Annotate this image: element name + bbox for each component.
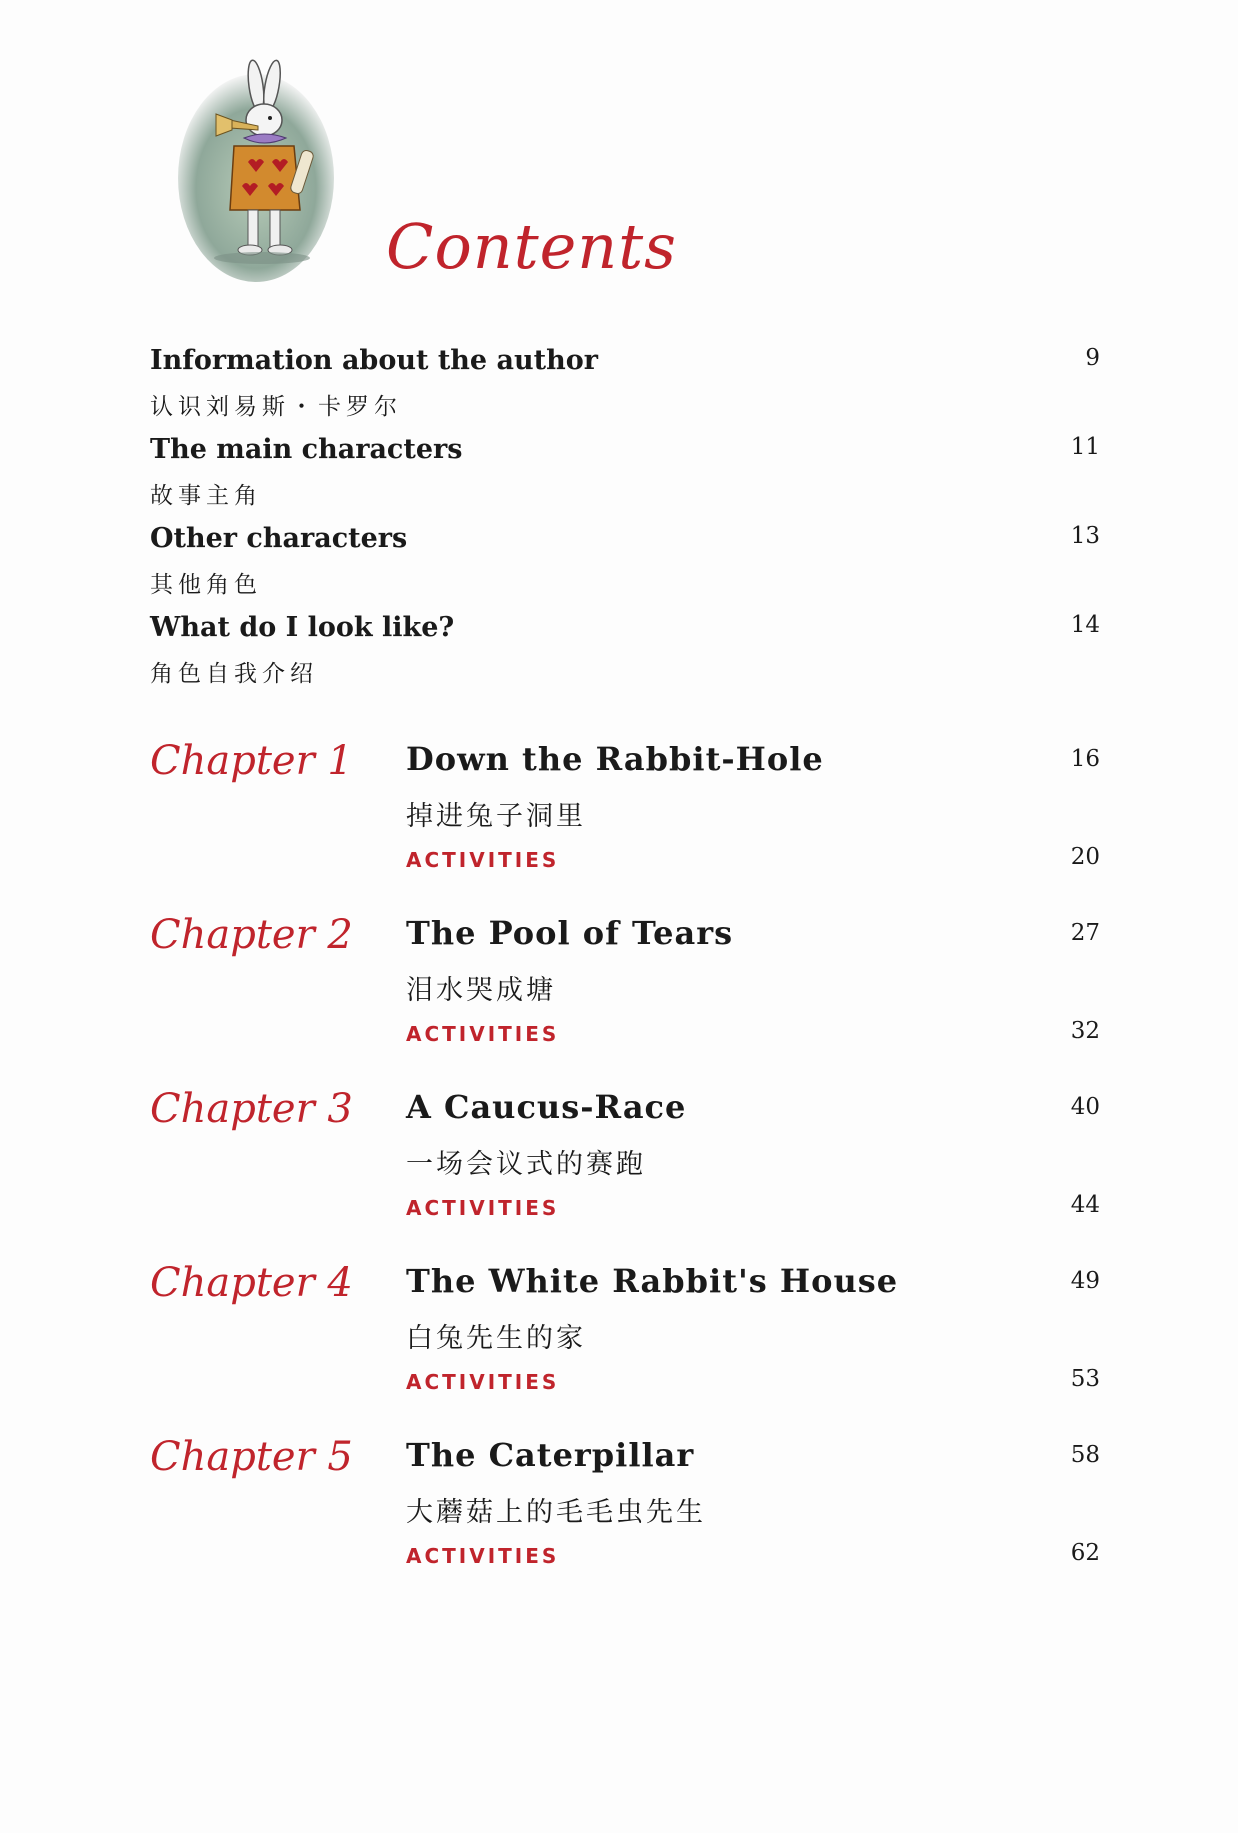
activities-page-number: 44	[1070, 1192, 1100, 1218]
chapter-title: A Caucus-Race	[406, 1088, 687, 1126]
activities-link[interactable]: ACTIVITIES	[406, 1544, 560, 1568]
toc-entry-main-characters[interactable]	[150, 434, 1100, 510]
chapter-4[interactable]	[150, 1260, 1100, 1410]
white-rabbit-icon	[172, 50, 340, 286]
activities-page-number: 32	[1070, 1018, 1100, 1044]
toc-entry-title: What do I look like?	[150, 612, 455, 643]
toc-entry-title: Information about the author	[150, 345, 598, 376]
toc-entry-title: Other characters	[150, 523, 408, 554]
chapter-label: Chapter 2	[150, 912, 353, 958]
chapter-title: The White Rabbit's House	[406, 1262, 899, 1300]
activities-link[interactable]: ACTIVITIES	[406, 1196, 560, 1220]
activities-page-number: 20	[1070, 844, 1100, 870]
chapter-1[interactable]	[150, 738, 1100, 888]
chapter-label: Chapter 3	[150, 1086, 353, 1132]
toc-page-number: 9	[1085, 345, 1100, 371]
toc-entry-what-do-i-look-like[interactable]	[150, 612, 1100, 688]
toc-page-number: 13	[1070, 523, 1100, 549]
activities-link[interactable]: ACTIVITIES	[406, 848, 560, 872]
toc-entry-subtitle: 认识刘易斯・卡罗尔	[150, 394, 402, 420]
chapter-page-number: 58	[1070, 1442, 1100, 1468]
toc-entry-subtitle: 其他角色	[150, 572, 262, 598]
chapter-3[interactable]	[150, 1086, 1100, 1236]
chapter-page-number: 49	[1070, 1268, 1100, 1294]
toc-entry-subtitle: 角色自我介绍	[150, 661, 318, 687]
chapter-title: The Caterpillar	[406, 1436, 695, 1474]
chapter-page-number: 16	[1070, 746, 1100, 772]
chapter-subtitle: 白兔先生的家	[406, 1323, 586, 1354]
chapter-title: Down the Rabbit-Hole	[406, 740, 824, 778]
toc-entry-subtitle: 故事主角	[150, 483, 262, 509]
activities-page-number: 53	[1070, 1366, 1100, 1392]
chapter-page-number: 40	[1070, 1094, 1100, 1120]
chapter-subtitle: 大蘑菇上的毛毛虫先生	[406, 1497, 706, 1528]
chapter-subtitle: 掉进兔子洞里	[406, 801, 586, 832]
chapter-subtitle: 一场会议式的赛跑	[406, 1149, 646, 1180]
toc-entry-other-characters[interactable]	[150, 523, 1100, 599]
toc-page-number: 11	[1070, 434, 1100, 460]
chapter-label: Chapter 5	[150, 1434, 353, 1480]
toc-entry-title: The main characters	[150, 434, 463, 465]
activities-page-number: 62	[1070, 1540, 1100, 1566]
chapter-label: Chapter 1	[150, 738, 353, 784]
activities-link[interactable]: ACTIVITIES	[406, 1370, 560, 1394]
white-rabbit-illustration	[172, 50, 340, 286]
chapter-title: The Pool of Tears	[406, 914, 734, 952]
toc-page-number: 14	[1070, 612, 1100, 638]
activities-link[interactable]: ACTIVITIES	[406, 1022, 560, 1046]
chapter-label: Chapter 4	[150, 1260, 353, 1306]
chapter-2[interactable]	[150, 912, 1100, 1062]
chapter-5[interactable]	[150, 1434, 1100, 1584]
page-title: Contents	[386, 210, 677, 283]
chapter-page-number: 27	[1070, 920, 1100, 946]
toc-entry-author-info[interactable]	[150, 345, 1100, 421]
chapter-subtitle: 泪水哭成塘	[406, 975, 556, 1006]
